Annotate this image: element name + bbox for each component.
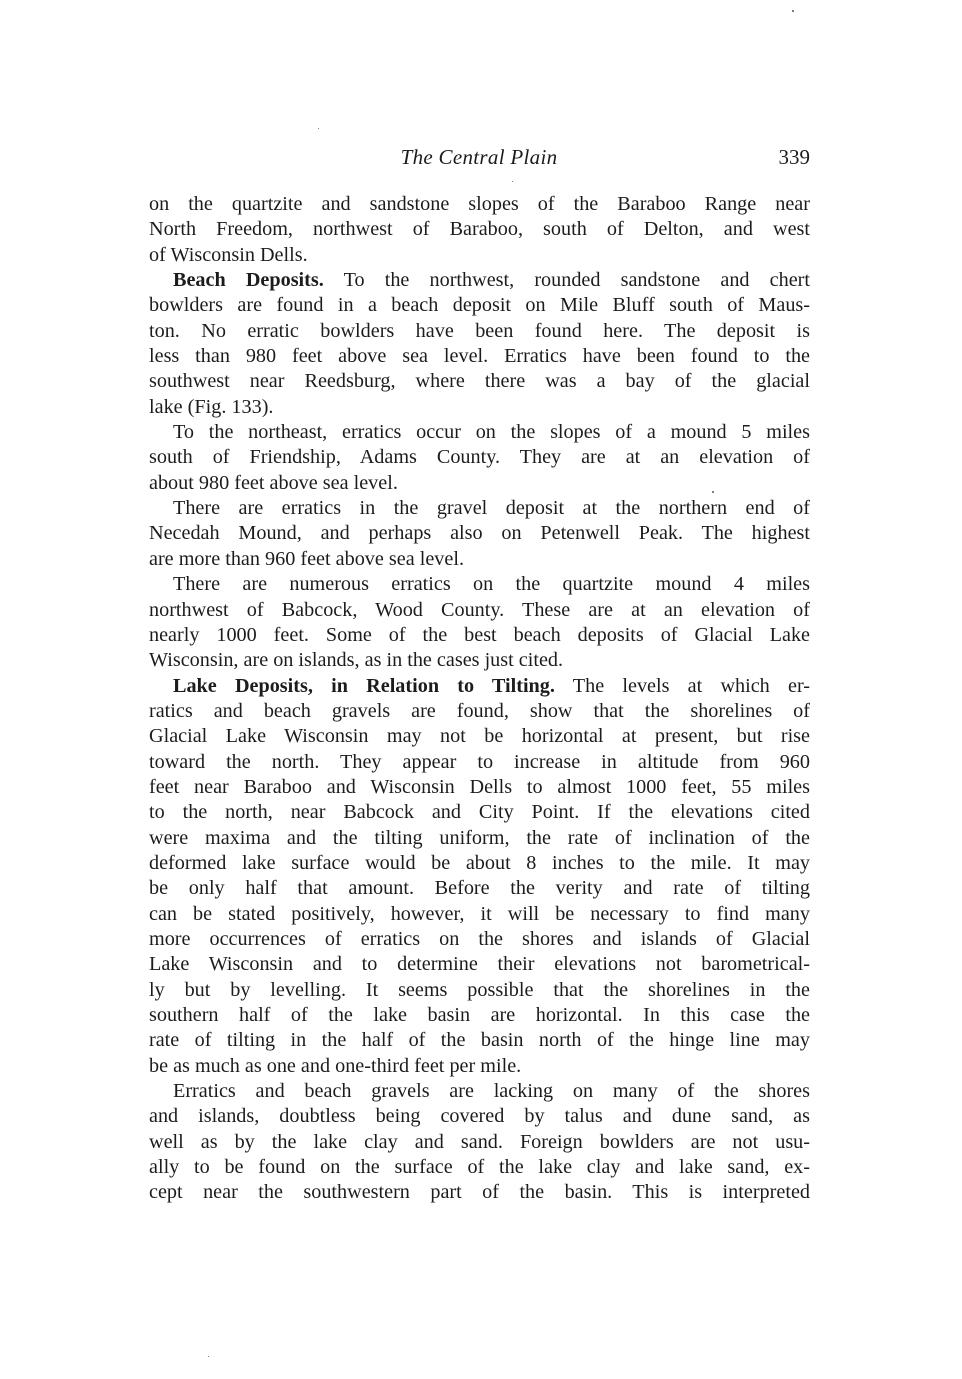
text-line: well as by the lake clay and sand. Foreign bowlders are not usu- xyxy=(149,1130,810,1153)
paragraph xyxy=(149,496,810,572)
text-line: are more than 960 feet above sea level. xyxy=(149,547,464,570)
text-line: Necedah Mound, and perhaps also on Petenwell Peak. The highest xyxy=(149,522,810,545)
text-line: southwest near Reedsburg, where there was a bay of the glacial xyxy=(149,370,810,393)
paragraph xyxy=(149,674,810,1080)
text-line: ton. No erratic bowlders have been found here. The deposit is xyxy=(149,319,810,342)
line-text: The levels at which er- xyxy=(572,674,810,697)
text-line: of Wisconsin Dells. xyxy=(149,243,308,266)
text-line: There are numerous erratics on the quartzite mound 4 miles xyxy=(173,573,810,596)
paragraph xyxy=(149,572,810,673)
paper-speck xyxy=(712,491,714,493)
paragraph xyxy=(149,268,810,420)
text-line: Lake Wisconsin and to determine their elevations not barometrical- xyxy=(149,953,810,976)
page-number: 339 xyxy=(778,145,810,169)
text-line: ally to be found on the surface of the lake clay and lake sand, ex- xyxy=(149,1156,810,1179)
section-run-in-heading: Beach Deposits. xyxy=(173,269,324,292)
running-title: The Central Plain xyxy=(400,145,558,169)
text-line: be only half that amount. Before the verity and rate of tilting xyxy=(149,877,810,900)
text-line: Glacial Lake Wisconsin may not be horizontal at present, but rise xyxy=(149,725,810,748)
text-line: less than 980 feet above sea level. Erratics have been found to the xyxy=(149,345,810,368)
text-line: There are erratics in the gravel deposit at the northern end of xyxy=(173,497,810,520)
paper-speck xyxy=(512,181,513,182)
text-line: ly but by levelling. It seems possible that the shorelines in the xyxy=(149,978,810,1001)
section-run-in-heading: Lake Deposits, in Relation to Tilting. xyxy=(173,674,555,697)
text-line: northwest of Babcock, Wood County. These are at an elevation of xyxy=(149,598,810,621)
text-line: can be stated positively, however, it will be necessary to find many xyxy=(149,902,810,925)
line-text: To the northwest, rounded sandstone and chert xyxy=(343,269,810,292)
text-line: on the quartzite and sandstone slopes of the Baraboo Range near xyxy=(149,193,810,215)
text-line: toward the north. They appear to increase in altitude from 960 xyxy=(149,750,810,773)
body-text xyxy=(149,192,810,1206)
text-line: southern half of the lake basin are horizontal. In this case the xyxy=(149,1004,810,1026)
text-line: south of Friendship, Adams County. They are at an elevation of xyxy=(149,446,810,469)
text-line xyxy=(149,268,810,293)
paragraph xyxy=(149,1079,810,1206)
paragraph xyxy=(149,420,810,496)
text-line xyxy=(149,674,810,699)
running-header xyxy=(148,145,810,173)
text-line: Erratics and beach gravels are lacking on many of the shores xyxy=(173,1080,810,1103)
text-line: feet near Baraboo and Wisconsin Dells to almost 1000 feet, 55 miles xyxy=(149,775,810,798)
paper-speck xyxy=(208,1356,209,1357)
text-line: rate of tilting in the half of the basin north of the hinge line may xyxy=(149,1029,810,1052)
text-line: North Freedom, northwest of Baraboo, south of Delton, and west xyxy=(149,218,810,241)
text-line: nearly 1000 feet. Some of the best beach deposits of Glacial Lake xyxy=(149,623,810,646)
text-line: bowlders are found in a beach deposit on Mile Bluff south of Maus- xyxy=(149,294,810,317)
text-line: were maxima and the tilting uniform, the rate of inclination of the xyxy=(149,826,810,849)
paragraph xyxy=(149,192,810,268)
text-line: about 980 feet above sea level. xyxy=(149,471,398,494)
text-line: deformed lake surface would be about 8 inches to the mile. It may xyxy=(149,851,810,874)
text-line: Wisconsin, are on islands, as in the cases just cited. xyxy=(149,649,564,672)
text-line: ratics and beach gravels are found, show that the shorelines of xyxy=(149,699,810,722)
text-line: and islands, doubtless being covered by talus and dune sand, as xyxy=(149,1105,810,1128)
text-line: more occurrences of erratics on the shores and islands of Glacial xyxy=(149,927,810,950)
text-line: be as much as one and one-third feet per mile. xyxy=(149,1054,522,1077)
paper-speck xyxy=(318,128,319,129)
text-line: lake (Fig. 133). xyxy=(149,395,274,418)
paper-speck xyxy=(792,10,794,12)
text-line: to the north, near Babcock and City Point. If the elevations cited xyxy=(149,801,810,824)
text-line: cept near the southwestern part of the basin. This is interpreted xyxy=(149,1181,810,1204)
text-line: To the northeast, erratics occur on the slopes of a mound 5 miles xyxy=(173,421,810,444)
